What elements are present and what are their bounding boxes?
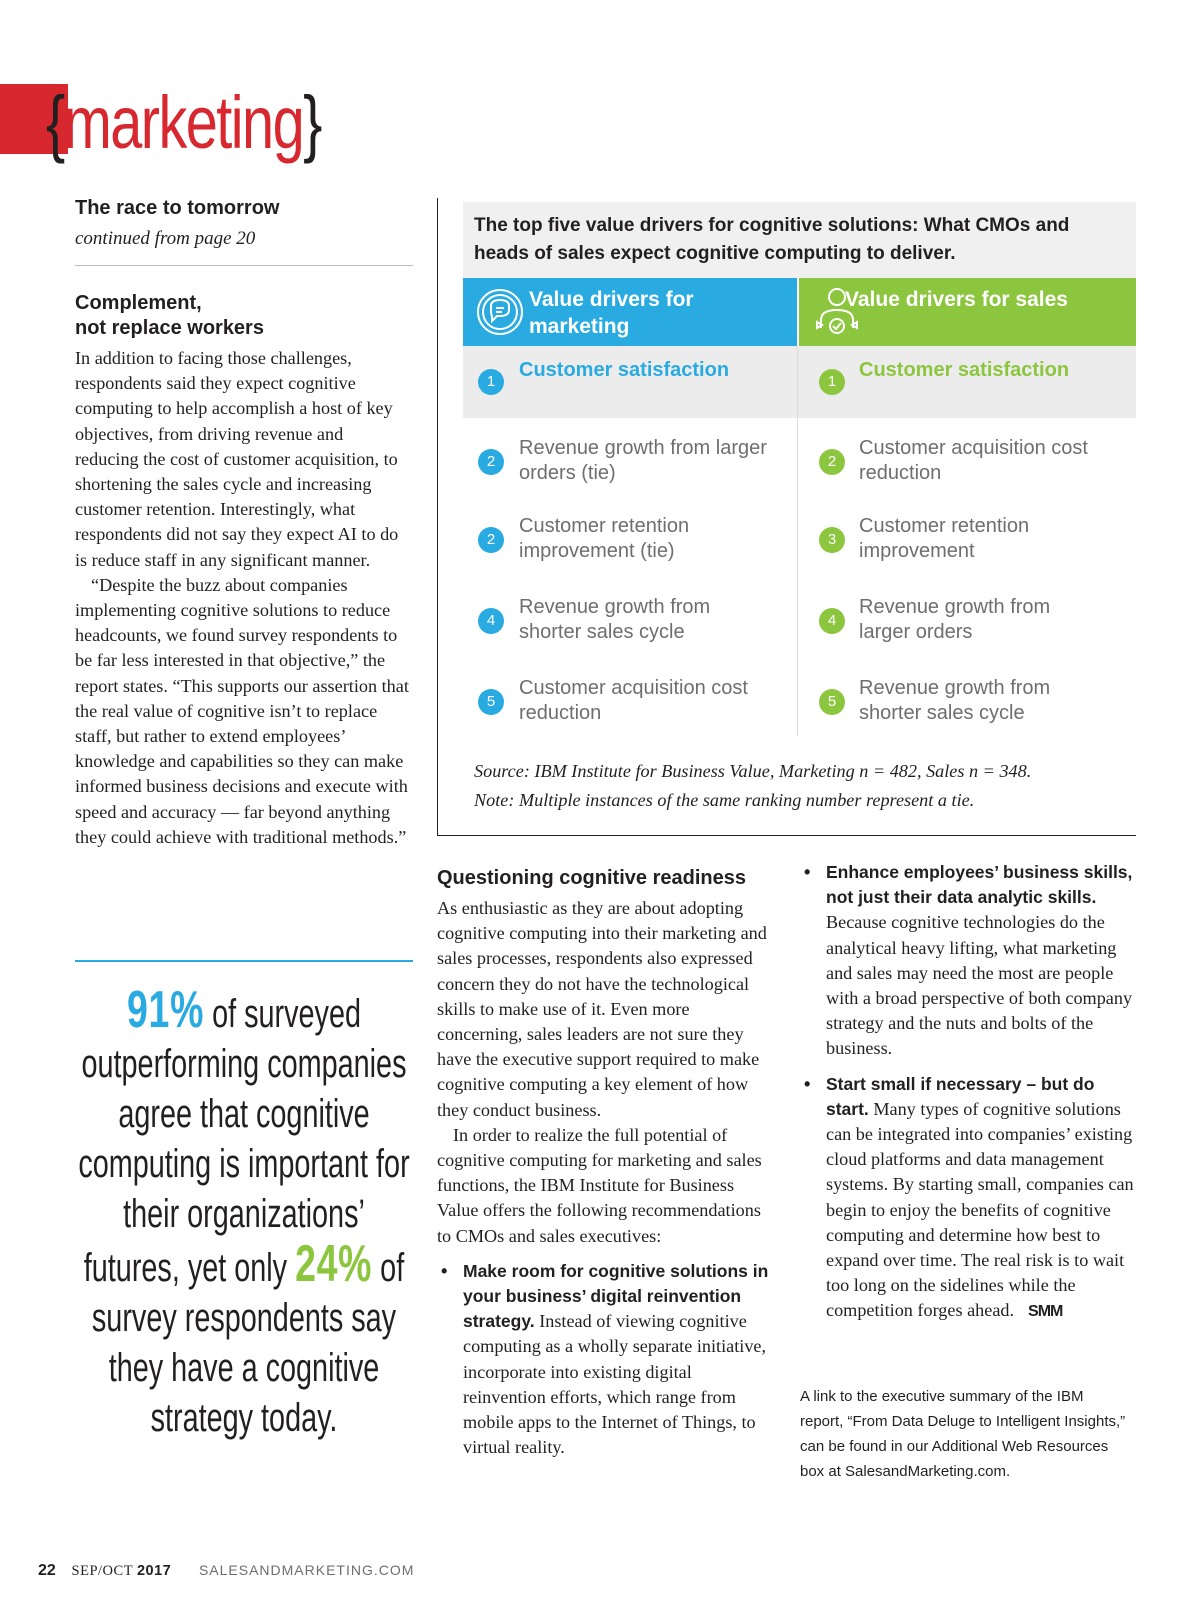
- right-body: [800, 860, 1135, 1325]
- bullet-dot: •: [804, 862, 811, 882]
- page-footer: [38, 1562, 414, 1580]
- middle-body: [437, 896, 772, 1460]
- issue-year: 2017: [136, 1563, 172, 1579]
- sales-driver-4: Revenue growth from larger orders: [859, 596, 1051, 643]
- sales-driver-1: Customer satisfaction: [859, 359, 1070, 381]
- pull-quote-text-1: of surveyed outperforming companies agree that cognitive computing is important for their organizations’ futures, yet only: [78, 992, 410, 1290]
- site-brand[interactable]: SALESANDMARKETING.COM: [198, 1562, 415, 1578]
- web-resources-note: A link to the executive summary of the IBM report, “From Data Deluge to Intelligent Insights,” can be found in our Additional Web Resources box at SalesandMarketing.com.: [800, 1388, 1126, 1480]
- marketing-driver-5: Customer acquisition cost reduction: [519, 677, 748, 724]
- sales-driver-2: Customer acquisition cost reduction: [859, 437, 1088, 484]
- pull-quote-text-2: of survey respondents say they have a cognitive strategy today.: [91, 1246, 405, 1440]
- end-mark: SMM: [1028, 1303, 1063, 1321]
- rank-badge: 4: [819, 608, 845, 634]
- middle-paragraph-2: In order to realize the full potential of cognitive computing for marketing and sales functions, the IBM Institute for Business Value offers the following recommendations to CMOs and sales executives:: [437, 1124, 762, 1246]
- pull-quote-stat-24: 24%: [295, 1235, 373, 1293]
- table-source-note: [474, 757, 1124, 815]
- recommendation-bullet-2: [800, 860, 1135, 1062]
- bullet-dot: •: [441, 1260, 448, 1281]
- speech-bubble-broadcast-icon: [471, 284, 529, 340]
- divider: [75, 265, 413, 266]
- continued-from-link[interactable]: continued from page 20: [75, 228, 256, 249]
- left-subheading-line1: Complement,: [75, 292, 202, 314]
- rank-badge: 2: [478, 527, 504, 553]
- table-box-left-border: [437, 198, 438, 836]
- rank-badge: 1: [819, 369, 845, 395]
- sales-driver-5: Revenue growth from shorter sales cycle: [859, 677, 1051, 724]
- table-title: The top five value drivers for cognitive solutions: What CMOs and heads of sales expect cognitive computing to deliver.: [474, 215, 1070, 264]
- bullet-heading: Start small if necessary – but do start.: [826, 1073, 1095, 1119]
- bullet-body: Because cognitive technologies do the analytical heavy lifting, what marketing and sales may need the most are people with a broad perspective of both company strategy and the nuts and bolts of the business.: [826, 912, 1133, 1059]
- page-number: 22: [38, 1562, 56, 1579]
- left-paragraph-1: In addition to facing those challenges, respondents said they expect cognitive computing to help accomplish a host of key objectives, from driving revenue and reducing the cost of customer acquisition, to shortening the sales cycle and increasing customer retention. Interestingly, what respondents did not say they expect AI to do is reduce staff in any significant manner.: [75, 348, 399, 570]
- sales-column-header: [799, 278, 1136, 346]
- sales-drivers-list: [799, 346, 1136, 736]
- left-subheading-line2: not replace workers: [75, 317, 264, 339]
- bullet-heading: Enhance employees’ business skills, not just their data analytic skills.: [826, 862, 1133, 908]
- marketing-column-header: [463, 278, 797, 346]
- table-note: Note: Multiple instances of the same ranking number represent a tie.: [474, 790, 975, 810]
- marketing-driver-3: Customer retention improvement (tie): [519, 515, 690, 562]
- pull-quote-rule: [75, 960, 413, 962]
- rank-badge: 3: [819, 527, 845, 553]
- bullet-dot: •: [804, 1073, 811, 1094]
- rank-badge: 2: [478, 449, 504, 475]
- rank-badge: 4: [478, 608, 504, 634]
- left-subheading: [75, 291, 405, 341]
- rank-badge: 5: [819, 689, 845, 715]
- section-open-brace: {: [46, 81, 64, 164]
- sales-header-label: Value drivers for sales: [845, 288, 1068, 311]
- table-column-divider: [797, 346, 798, 736]
- marketing-driver-2: Revenue growth from larger orders (tie): [519, 437, 767, 484]
- marketing-driver-1: Customer satisfaction: [519, 359, 730, 381]
- section-close-brace: }: [303, 81, 321, 164]
- marketing-driver-4: Revenue growth from shorter sales cycle: [519, 596, 711, 643]
- left-paragraph-2: “Despite the buzz about companies implementing cognitive solutions to reduce headcounts, we found survey respondents to be far less interested in that objective,” the report states. “This supports our assertion that the real value of cognitive isn’t to replace staff, but rather to extend employees’ knowledge and capabilities so they can make informed business decisions and execute with speed and accuracy — far beyond anything they could achieve with traditional methods.”: [75, 574, 409, 847]
- pull-quote-stat-91: 91%: [127, 981, 205, 1039]
- section-word: marketing: [63, 81, 304, 164]
- issue-date: [72, 1563, 172, 1579]
- rank-badge: 5: [478, 689, 504, 715]
- bullet-body: Many types of cognitive solutions can be integrated into companies’ existing cloud platforms and data management systems. By starting small, companies can begin to enjoy the benefits of cognitive computing and determine how best to expand over time. The real risk is to wait too long on the sidelines while the competition forges ahead.: [826, 1098, 1134, 1321]
- table-box-bottom-border: [437, 835, 1136, 836]
- middle-heading: Questioning cognitive readiness: [437, 867, 746, 889]
- marketing-drivers-list: [463, 346, 797, 736]
- article-title: The race to tomorrow: [75, 197, 280, 219]
- left-body: [75, 346, 410, 850]
- rank-badge: 2: [819, 449, 845, 475]
- rank-badge: 1: [478, 369, 504, 395]
- issue-month: SEP/OCT: [71, 1563, 133, 1579]
- marketing-header-label: Value drivers for marketing: [529, 288, 694, 338]
- recommendation-bullet-1: [437, 1259, 772, 1461]
- middle-paragraph-1: As enthusiastic as they are about adopting cognitive computing into their marketing and sales processes, respondents also expressed concern they do not have the technological skills to make use of it. Even more concerning, sales leaders are not sure they have the executive support required to make cognitive computing a key element of how they conduct business.: [437, 898, 767, 1120]
- recommendation-bullet-3: [800, 1072, 1135, 1325]
- bullet-heading: Make room for cognitive solutions in your business’ digital reinvention strategy.: [463, 1260, 769, 1332]
- table-source: Source: IBM Institute for Business Value, Marketing n = 482, Sales n = 348.: [474, 761, 1032, 781]
- sales-driver-3: Customer retention improvement: [859, 515, 1030, 562]
- pull-quote: [75, 981, 413, 1443]
- bullet-body: Instead of viewing cognitive computing as a wholly separate initiative, incorporate into existing digital reinvention efforts, which range from mobile apps to the Internet of Things, to virtual reality.: [463, 1311, 767, 1458]
- section-label: [46, 78, 321, 168]
